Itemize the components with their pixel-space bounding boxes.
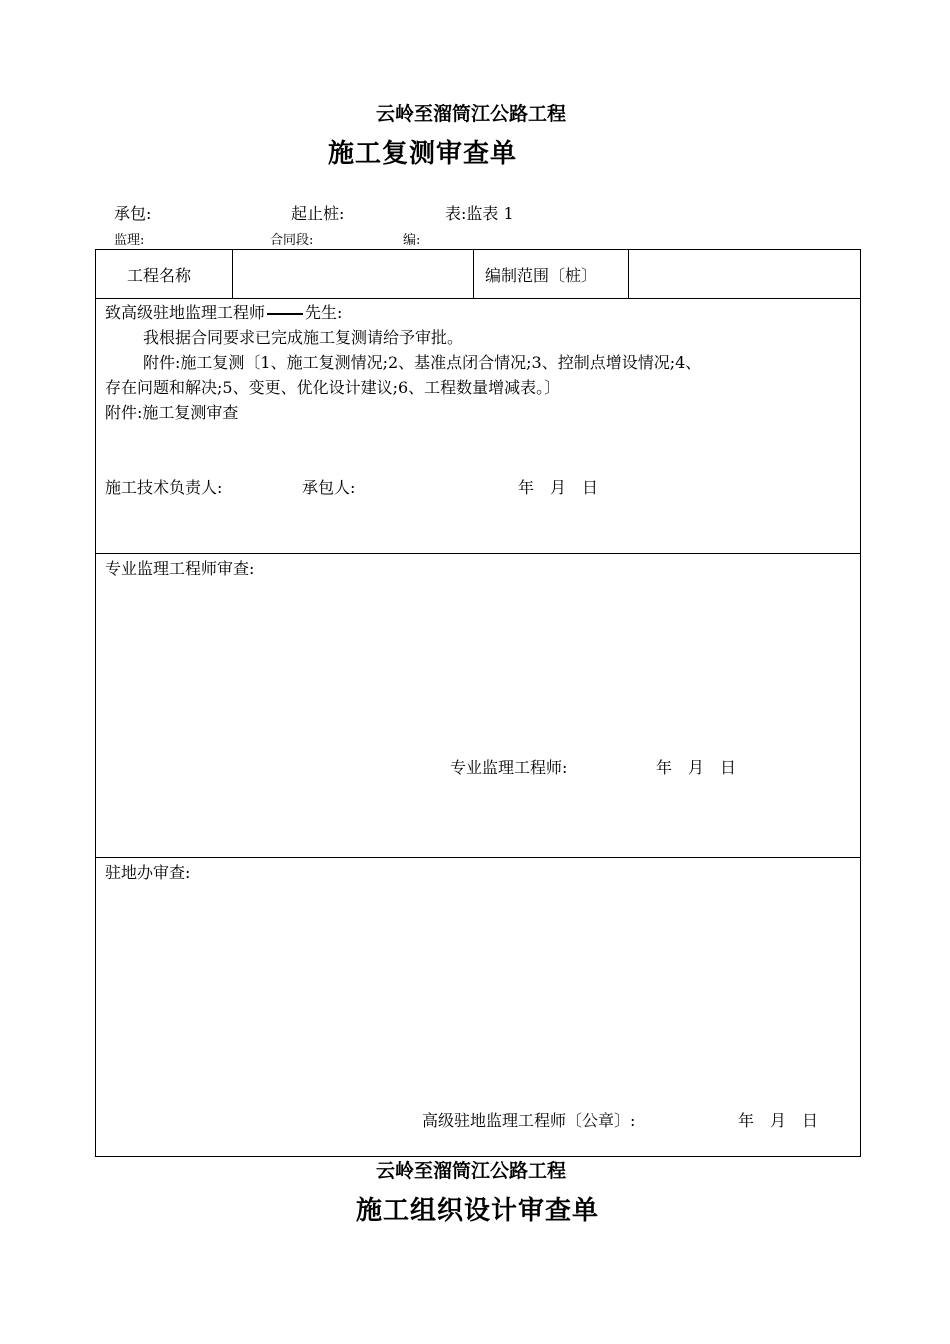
addressee-prefix: 致高级驻地监理工程师 (105, 303, 266, 322)
cell-divider (628, 249, 629, 299)
date-label: 年 月 日 (738, 1111, 819, 1130)
date-label: 年 月 日 (518, 478, 599, 497)
attachment2: 附件:施工复测审查 (105, 403, 239, 422)
number-label: 编: (403, 233, 421, 248)
addressee-suffix: 先生: (305, 303, 343, 322)
contractor-label: 承包: (114, 204, 152, 223)
specialist-signer-label: 专业监理工程师: (450, 758, 568, 777)
attachment-line1: 附件:施工复测〔1、施工复测情况;2、基准点闭合情况;3、控制点增设情况;4、 (143, 353, 702, 372)
range-label: 编制范围〔桩〕 (485, 266, 598, 285)
tech-lead-label: 施工技术负责人: (105, 478, 223, 497)
next-project-name: 云岭至溜筒江公路工程 (376, 1160, 567, 1182)
contract-section-label: 合同段: (270, 233, 314, 248)
next-form-title: 施工组织设计审查单 (356, 1196, 600, 1226)
contractor-sign-label: 承包人: (302, 478, 356, 497)
name-blank (267, 312, 303, 315)
section-specialist-review (95, 553, 861, 858)
addressee-line (105, 300, 342, 323)
specialist-review-heading: 专业监理工程师审查: (105, 559, 255, 578)
form-title: 施工复测审查单 (328, 139, 518, 169)
attachment-line2: 存在问题和解决;5、变更、优化设计建议;6、工程数量增减表。〕 (105, 378, 561, 397)
supervisor-label: 监理: (114, 233, 145, 248)
table-label: 表:监表 1 (445, 204, 514, 223)
request-text: 我根据合同要求已完成施工复测请给予审批。 (143, 328, 464, 347)
info-row (95, 249, 861, 299)
resident-signer-label: 高级驻地监理工程师〔公章〕: (422, 1111, 636, 1130)
cell-divider (473, 249, 474, 299)
resident-review-heading: 驻地办审查: (105, 863, 191, 882)
date-label: 年 月 日 (656, 758, 737, 777)
project-name-label: 工程名称 (127, 266, 192, 285)
cell-divider (232, 249, 233, 299)
project-name: 云岭至溜筒江公路工程 (376, 103, 567, 125)
pile-label: 起止桩: (291, 204, 345, 223)
